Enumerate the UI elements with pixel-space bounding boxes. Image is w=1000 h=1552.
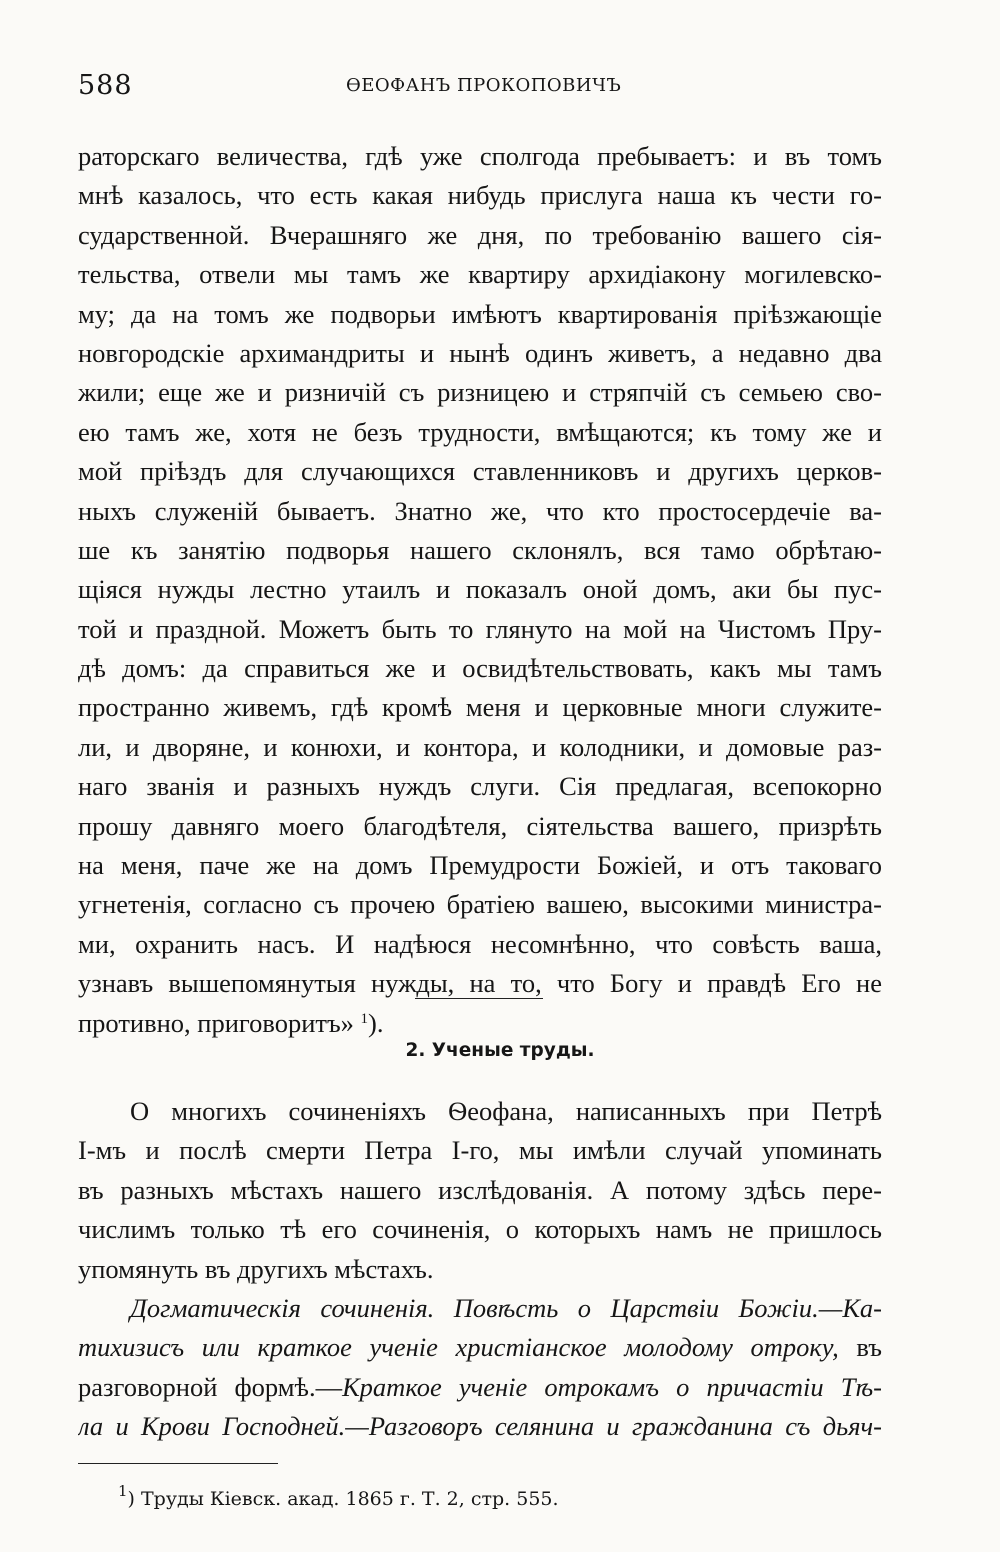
footnote-reference: 1 — [360, 1010, 369, 1027]
text-line: раторскаго величества, гдѣ уже сполгода пребываетъ: и въ томъ — [78, 141, 882, 171]
footnote-rule — [78, 1463, 278, 1464]
footnote-marker: 1 — [118, 1482, 128, 1500]
last-line-end: ). — [368, 1007, 384, 1038]
text-line: на меня, паче же на домъ Премудрости Божіей, и отъ таковаго — [78, 850, 882, 881]
footnote-text: ) Труды Кіевск. акад. 1865 г. Т. 2, стр. 555. — [127, 1488, 559, 1510]
text-line: угнетенія, согласно съ прочею братіею вашею, высокими министра- — [78, 889, 882, 920]
running-title: ѲЕОФАНЪ ПРОКОПОВИЧЪ — [346, 75, 622, 96]
text-line: въ разныхъ мѣстахъ нашего изслѣдованія. А потому здѣсь пере- — [78, 1174, 882, 1205]
text-line: жили; еще же и ризничій съ ризницею и стряпчій съ семьею сво- — [78, 377, 882, 408]
italic-run: Краткое ученіе отрокамъ о причастіи Тѣ- — [342, 1371, 882, 1402]
text-line: прошу давняго моего благодѣтеля, сіятельства вашего, призрѣть — [78, 810, 882, 841]
text-line: наго званія и разныхъ нуждъ слуги. Сія предлагая, всепокорно — [78, 771, 882, 802]
text-line: мнѣ казалось, что есть какая нибудь прислуга наша къ чести го- — [78, 180, 882, 211]
text-line: ми, охранить насъ. И надѣюся несомнѣнно, что совѣсть ваша, — [78, 928, 882, 959]
text-line-italic: ла и Крови Господней.—Разговоръ селянина и гражданина съ дьяч- — [78, 1411, 882, 1442]
text-line: ныхъ служеній бываетъ. Знатно же, что кто простосердечіе ва- — [78, 495, 882, 526]
plain-run: въ — [838, 1332, 882, 1363]
text-line: пространно живемъ, гдѣ кромѣ меня и церковные многи служите- — [78, 692, 882, 723]
italic-run: тихизисъ или краткое ученіе христіанское молодому отроку, — [78, 1332, 839, 1363]
text-line: узнавъ вышепомянутыя нужды, на то, что Богу и правдѣ Его не — [78, 968, 882, 999]
text-line: ею тамъ же, хотя не безъ трудности, вмѣщаются; къ тому же и — [78, 416, 882, 447]
footnote — [118, 1482, 559, 1510]
text-line: ли, и дворяне, и конюхи, и контора, и колодники, и домовые раз- — [78, 731, 882, 762]
plain-run: разговорной формѣ.— — [78, 1371, 343, 1402]
page-number: 588 — [78, 70, 133, 101]
text-line: ше къ занятію подворья нашего склонялъ, вся тамо обрѣтаю- — [78, 534, 882, 565]
section-heading: 2. Ученые труды. — [405, 1040, 595, 1061]
text-line: сударственной. Вчерашняго же дня, по требованію вашего сія- — [78, 219, 882, 250]
text-line: щіяся нужды лестно утаилъ и показалъ оной домъ, аки бы пус- — [78, 574, 882, 605]
text-line: мой пріѣздъ для случающихся ставленниковъ и другихъ церков- — [78, 456, 882, 487]
text-line: упомянуть въ другихъ мѣстахъ. — [78, 1253, 434, 1284]
last-line-text: противно, приговоритъ» — [78, 1007, 354, 1038]
text-line: дѣ домъ: да справиться же и освидѣтельствовать, какъ мы тамъ — [78, 653, 882, 684]
text-line: I-мъ и послѣ смерти Петра I-го, мы имѣли случай упоминать — [78, 1135, 882, 1166]
text-line: му; да на томъ же подворьи имѣютъ квартированія пріѣзжающіе — [78, 298, 882, 329]
text-line: тельства, отвели мы тамъ же квартиру архидіакону могилевско- — [78, 259, 882, 290]
text-line: новгородскіе архимандриты и нынѣ одинъ живетъ, а недавно два — [78, 337, 882, 368]
text-line-italic: Догматическія сочиненія. Повѣсть о Царствіи Божіи.—Ка- — [130, 1292, 882, 1323]
text-line: О многихъ сочиненіяхъ Ѳеофана, написанныхъ при Петрѣ — [130, 1096, 882, 1126]
text-line: числимъ только тѣ его сочиненія, о которыхъ намъ не пришлось — [78, 1214, 882, 1245]
text-line: той и праздной. Можетъ быть то глянуто на мой на Чистомъ Пру- — [78, 613, 882, 644]
